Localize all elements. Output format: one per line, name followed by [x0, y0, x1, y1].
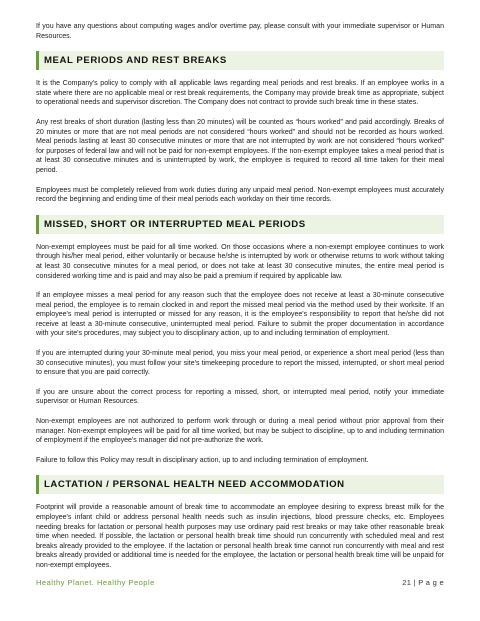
page-content [36, 22, 444, 581]
missed-meal-paragraph-4: If you are unsure about the correct process for reporting a missed, short, or interrupted meal period, notify your immediate supervisor or Human Resources. [36, 388, 444, 406]
missed-meal-paragraph-3: If you are interrupted during your 30-minute meal period, you miss your meal period, or experience a short meal period (less than 30 consecutive minutes), you must follow your site's timekeeping procedure to report the missed, interrupted, or short meal period to ensure that you are paid correctly. [36, 350, 444, 377]
section-heading-meal-periods: MEAL PERIODS AND REST BREAKS [36, 51, 444, 70]
intro-paragraph: If you have any questions about computing wages and/or overtime pay, please consult with your immediate supervisor or Human Resources. [36, 23, 444, 40]
footer-tagline: Healthy Planet. Healthy People [36, 578, 155, 587]
meal-periods-paragraph-2: Any rest breaks of short duration (lasting less than 20 minutes) will be counted as “hours worked” and paid accordingly. Breaks of 20 minutes or more that are not meal periods are not considered “hours worked” and should not be recorded as hours worked. Meal periods lasting at least 30 consecutive minutes or more that are not interrupted by work are not considered “hours worked” for purposes of federal law and will not be paid for non-exempt employees. If the non-exempt employee takes a meal period that is at least 30 consecutive minutes and is uninterrupted by work, the employee is required to record all time taken for their meal period. [36, 118, 444, 174]
section-heading-missed-meal: MISSED, SHORT OR INTERRUPTED MEAL PERIODS [36, 215, 444, 234]
section-heading-lactation: LACTATION / PERSONAL HEALTH NEED ACCOMMODATION [36, 475, 444, 494]
missed-meal-paragraph-1: Non-exempt employees must be paid for all time worked. On those occasions where a non-exempt employee continues to work through his/her meal period, either voluntarily or because he/she is interrupted by work or otherwise returns to work without taking at least 30 consecutive minutes for a meal period, or does not take at least 30 consecutive minutes, the entire meal period is considered working time and is paid and may also be paid a premium if required by applicable law. [36, 243, 444, 280]
missed-meal-paragraph-6: Failure to follow this Policy may result in disciplinary action, up to and including termination of employment. [36, 456, 369, 464]
missed-meal-paragraph-2: If an employee misses a meal period for any reason such that the employee does not receive at least a 30-minute consecutive meal period, the employee is to remain clocked in and report the missed meal period via the method used by their worksite. If an employee's meal period is interrupted or missed for any reason, it is the employee's responsibility to report that he/she did not receive at least a 30-minute consecutive, uninterrupted meal period. Failure to submit the proper documentation in accordance with your site's procedures, may subject you to disciplinary action, up to and including termination of employment. [36, 292, 444, 338]
meal-periods-paragraph-3: Employees must be completely relieved from work duties during any unpaid meal period. Non-exempt employees must accurately record the beginning and ending time of their meal periods each workday on their time records. [36, 186, 444, 204]
page-number: 21 | P a g e [402, 578, 444, 587]
missed-meal-paragraph-5: Non-exempt employees are not authorized to perform work through or during a meal period without prior approval from their manager. Non-exempt employees will be paid for all time worked, but may be subject to discipline, up to and including termination of employment if the employee's manager did not pre-authorize the work. [36, 418, 444, 445]
lactation-paragraph-1: Footprint will provide a reasonable amount of break time to accommodate an employee desiring to express breast milk for the employee's infant child or address personal health needs such as insulin injections, blood pressure checks, etc. Employees needing breaks for lactation or personal health purposes may use ordinary paid rest breaks or may take other reasonable break time when needed. If possible, the lactation or personal health break time should run concurrently with scheduled meal and rest breaks already provided to the employee. If the lactation or personal health break time cannot run concurrently with meal and rest breaks already provided or additional time is needed for the employee, the lactation or personal health break time will be unpaid for non-exempt employees. [36, 504, 444, 569]
meal-periods-paragraph-1: It is the Company's policy to comply with all applicable laws regarding meal periods and rest breaks. If an employee works in a state where there are no applicable meal or rest break requirements, the Company may provide break time as appropriate, subject to operational needs and supervisor discretion. The Company does not contract to provide such break time in these states. [36, 80, 444, 107]
